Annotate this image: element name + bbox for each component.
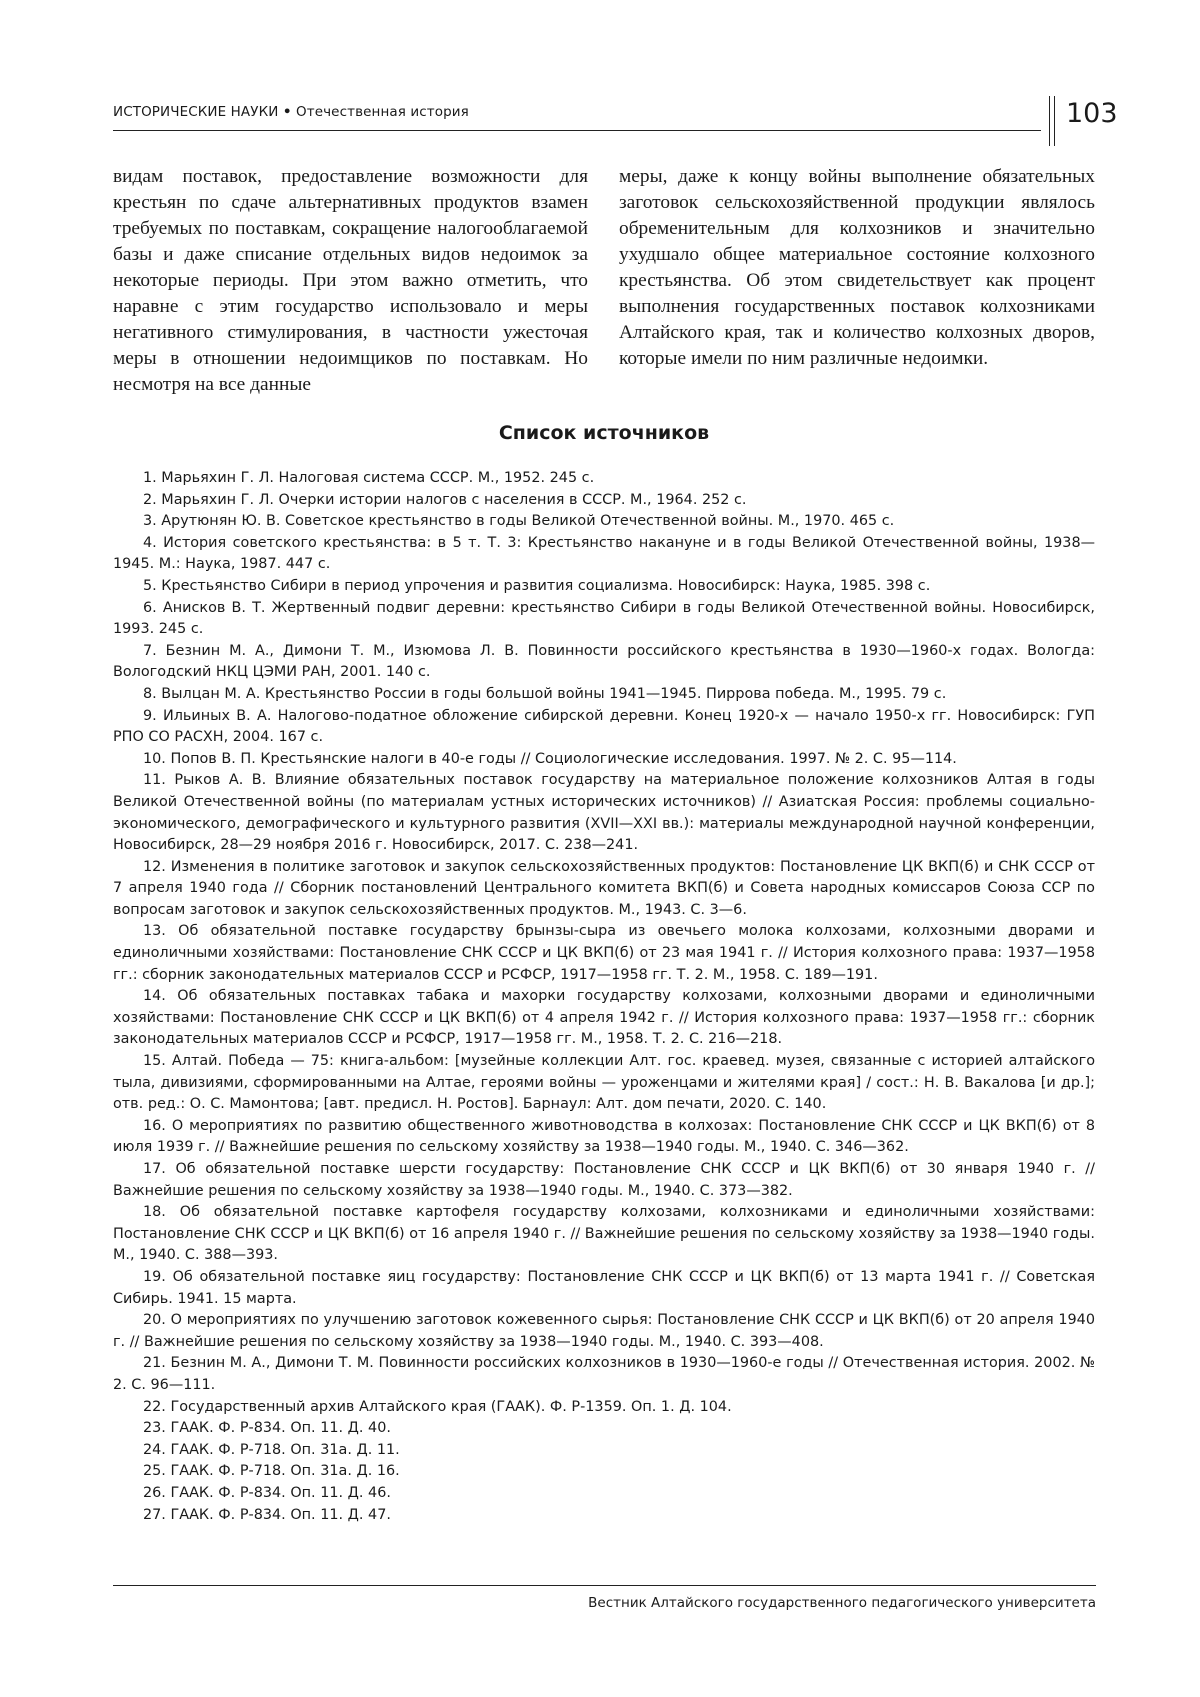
reference-item: 22. Государственный архив Алтайского края (ГААК). Ф. Р-1359. Оп. 1. Д. 104. (143, 1398, 732, 1415)
reference-item: 8. Вылцан М. А. Крестьянство России в годы большой войны 1941—1945. Пиррова победа. М., 1995. 79 с. (143, 685, 947, 702)
reference-item: 26. ГААК. Ф. Р-834. Оп. 11. Д. 46. (143, 1484, 391, 1501)
references-title: Список источников (498, 422, 710, 444)
reference-item: 11. Рыков А. В. Влияние обязательных поставок государству на материальное положение колхозников Алтая в годы Великой Отечественной войны (по материалам устных исторических источников) // Азиатская Россия: проблемы социально-экономического, демографического и культурного развития (XVII—XXI вв.): материалы международной научной конференции, Новосибирск, 28—29 ноября 2016 г. Новосибирск, 2017. С. 238—241. (113, 772, 1095, 854)
reference-item: 20. О мероприятиях по улучшению заготовок кожевенного сырья: Постановление СНК СССР и ЦК ВКП(б) от 20 апреля 1940 г. // Важнейшие решения по сельскому хозяйству за 1938—1940 годы. М., 1940. С. 393—408. (113, 1312, 1095, 1350)
footer-rule (113, 1585, 1096, 1586)
body-column-right: меры, даже к концу войны выполнение обязательных заготовок сельскохозяйственной продукции являлось обременительным для колхозников и значительно ухудшало общее материальное состояние колхозного крестьянства. Об этом свидетельствует как процент выполнения государственных поставок колхозниками Алтайского края, так и количество колхозных дворов, которые имели по ним различные недоимки. (619, 166, 1095, 369)
running-head-section: ИСТОРИЧЕСКИЕ НАУКИ (113, 104, 279, 120)
running-head-subsection: Отечественная история (296, 104, 469, 120)
reference-item: 27. ГААК. Ф. Р-834. Оп. 11. Д. 47. (143, 1506, 391, 1523)
reference-item: 15. Алтай. Победа — 75: книга-альбом: [музейные коллекции Алт. гос. краевед. музея, связанные с историей алтайского тыла, дивизиями, сформированными на Алтае, героями войны — уроженцами и жителями края] / сост.: Н. В. Вакалова [и др.]; отв. ред.: О. С. Мамонтова; [авт. предисл. Н. Ростов]. Барнаул: Алт. дом печати, 2020. С. 140. (113, 1053, 1095, 1113)
reference-item: 9. Ильиных В. А. Налогово-податное обложение сибирской деревни. Конец 1920-х — начало 1950-х гг. Новосибирск: ГУП РПО СО РАСХН, 2004. 167 с. (113, 707, 1095, 746)
reference-item: 1. Марьяхин Г. Л. Налоговая система СССР. М., 1952. 245 с. (143, 470, 595, 486)
reference-item: 14. Об обязательных поставках табака и махорки государству колхозами, колхозными дворами и единоличными хозяйствами: Постановление СНК СССР и ЦК ВКП(б) от 4 апреля 1942 г. // История колхозного права: 1937—1958 гг.: сборник законодательных материалов СССР и РСФСР, 1917—1958 гг. М., 1958. Т. 2. С. 216—218. (113, 988, 1095, 1048)
reference-item: 17. Об обязательной поставке шерсти государству: Постановление СНК СССР и ЦК ВКП(б) от 30 января 1940 г. // Важнейшие решения по сельскому хозяйству за 1938—1940 годы. М., 1940. С. 373—382. (113, 1161, 1095, 1199)
running-head (113, 104, 1040, 120)
reference-item: 4. История советского крестьянства: в 5 т. Т. 3: Крестьянство накануне и в годы Великой Отечественной войны, 1938—1945. М.: Наука, 1987. 447 с. (113, 534, 1095, 573)
reference-item: 24. ГААК. Ф. Р-718. Оп. 31а. Д. 11. (143, 1441, 400, 1458)
reference-item: 19. Об обязательной поставке яиц государству: Постановление СНК СССР и ЦК ВКП(б) от 13 марта 1941 г. // Советская Сибирь. 1941. 15 марта. (113, 1268, 1095, 1307)
reference-item: 23. ГААК. Ф. Р-834. Оп. 11. Д. 40. (143, 1420, 391, 1437)
reference-item: 3. Арутюнян Ю. В. Советское крестьянство в годы Великой Отечественной войны. М., 1970. 465 с. (143, 513, 895, 530)
header-double-bar (1049, 96, 1057, 146)
reference-item: 16. О мероприятиях по развитию общественного животноводства в колхозах: Постановление СНК СССР и ЦК ВКП(б) от 8 июля 1939 г. // Важнейшие решения по сельскому хозяйству за 1938—1940 годы. М., 1940. С. 346—362. (113, 1117, 1095, 1156)
reference-item: 7. Безнин М. А., Димони Т. М., Изюмова Л. В. Повинности российского крестьянства в 1930—1960-х годах. Вологда: Вологодский НКЦ ЦЭМИ РАН, 2001. 140 с. (113, 642, 1095, 681)
reference-item: 25. ГААК. Ф. Р-718. Оп. 31а. Д. 16. (143, 1463, 400, 1480)
reference-item: 6. Анисков В. Т. Жертвенный подвиг деревни: крестьянство Сибири в годы Великой Отечественной войны. Новосибирск, 1993. 245 с. (113, 599, 1095, 638)
reference-item: 5. Крестьянство Сибири в период упрочения и развития социализма. Новосибирск: Наука, 1985. 398 с. (143, 577, 931, 594)
page-number: 103 (1066, 98, 1118, 129)
reference-item: 13. Об обязательной поставке государству брынзы-сыра из овечьего молока колхозами, колхозными дворами и единоличными хозяйствами: Постановление СНК СССР и ЦК ВКП(б) от 23 мая 1941 г. // История колхозного права: 1937—1958 гг.: сборник законодательных материалов СССР и РСФСР, 1917—1958 гг. Т. 2. М., 1958. С. 189—191. (113, 923, 1095, 983)
header-rule (113, 130, 1041, 131)
running-head-separator: • (282, 104, 292, 120)
footer-journal-name: Вестник Алтайского государственного педагогического университета (588, 1595, 1096, 1611)
reference-item: 12. Изменения в политике заготовок и закупок сельскохозяйственных продуктов: Постановление ЦК ВКП(б) и СНК СССР от 7 апреля 1940 года // Сборник постановлений Центрального комитета ВКП(б) и Совета народных комиссаров Союза ССР по вопросам заготовок и закупок сельскохозяйственных продуктов. М., 1943. С. 3—6. (113, 858, 1095, 918)
references-list (113, 468, 1095, 1526)
reference-item: 10. Попов В. П. Крестьянские налоги в 40-е годы // Социологические исследования. 1997. № 2. С. 95—114. (143, 750, 957, 767)
reference-item: 21. Безнин М. А., Димони Т. М. Повинности российских колхозников в 1930—1960-е годы // Отечественная история. 2002. № 2. С. 96—111. (113, 1355, 1095, 1393)
reference-item: 2. Марьяхин Г. Л. Очерки истории налогов с населения в СССР. М., 1964. 252 с. (143, 491, 747, 508)
body-column-left: видам поставок, предоставление возможности для крестьян по сдаче альтернативных продуктов взамен требуемых по поставкам, сокращение налогооблагаемой базы и даже списание отдельных видов недоимок за некоторые периоды. При этом важно отметить, что наравне с этим государство использовало и меры негативного стимулирования, в частности ужесточая меры в отношении недоимщиков по поставкам. Но несмотря на все данные (113, 166, 588, 395)
reference-item: 18. Об обязательной поставке картофеля государству колхозами, колхозниками и единоличными хозяйствами: Постановление СНК СССР и ЦК ВКП(б) от 16 апреля 1940 г. // Важнейшие решения по сельскому хозяйству за 1938—1940 годы. М., 1940. С. 388—393. (113, 1204, 1095, 1264)
